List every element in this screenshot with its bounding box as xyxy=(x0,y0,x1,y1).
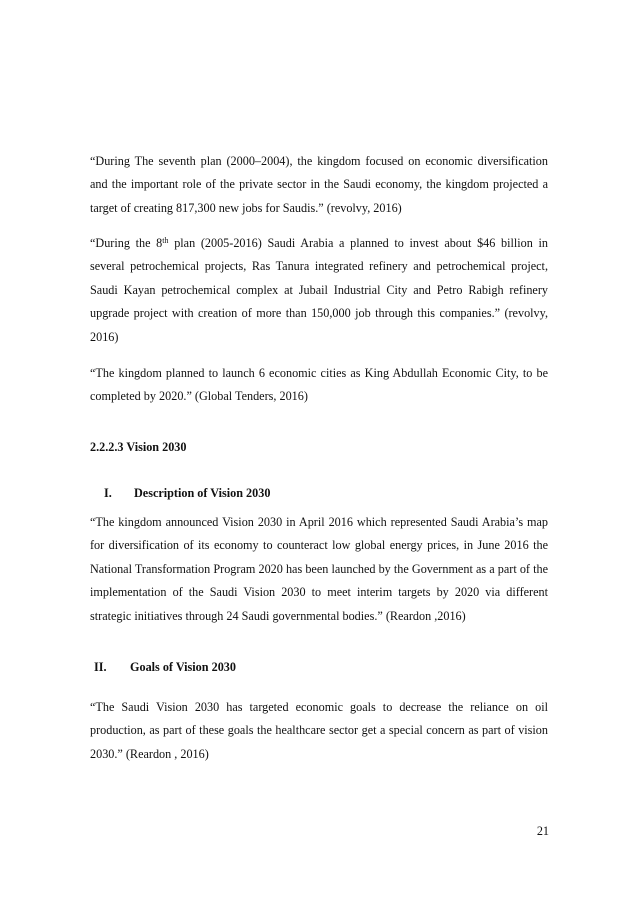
paragraph-eighth-plan-start: “During the 8 xyxy=(90,236,163,250)
paragraph-economic-cities: “The kingdom planned to launch 6 economic cities as King Abdullah Economic City, to be completed by 2020.” (Global Tenders, 2016) xyxy=(90,366,548,404)
page-number: 21 xyxy=(536,824,549,838)
ordinal-superscript: th xyxy=(162,236,169,245)
paragraph-eighth-plan xyxy=(90,232,548,349)
subheading-goals xyxy=(94,660,236,675)
subheading-description-number: I. xyxy=(104,486,112,500)
paragraph-vision-announcement: “The kingdom announced Vision 2030 in April 2016 which represented Saudi Arabia’s map for diversification of its economy to counteract low global energy prices, in June 2016 the National Transformation Program 2020 has been launched by the Government as a part of the implementation of the Saudi Vision 2030 to meet interim targets by 2020 via different strategic initiatives through 24 Saudi governmental bodies.” (Reardon ,2016) xyxy=(90,515,548,623)
subheading-description xyxy=(104,486,270,501)
subheading-goals-number: II. xyxy=(94,660,107,674)
section-heading: 2.2.2.3 Vision 2030 xyxy=(90,440,187,454)
subheading-description-text: Description of Vision 2030 xyxy=(134,486,271,500)
subheading-goals-text: Goals of Vision 2030 xyxy=(130,660,236,674)
paragraph-eighth-plan-rest: plan (2005-2016) Saudi Arabia a planned to invest about $46 billion in several petrochemical projects, Ras Tanura integrated refinery and petrochemical project, Saudi Kayan petrochemical complex at Jubail Industrial City and Petro Rabigh refinery upgrade project with creation of more than 150,000 job through this companies.” (revolvy, 2016) xyxy=(90,236,549,344)
paragraph-seventh-plan: “During The seventh plan (2000–2004), the kingdom focused on economic diversification and the important role of the private sector in the Saudi economy, the kingdom projected a target of creating 817,300 new jobs for Saudis.” (revolvy, 2016) xyxy=(90,154,548,215)
paragraph-vision-goals: “The Saudi Vision 2030 has targeted economic goals to decrease the reliance on oil production, as part of these goals the healthcare sector get a special concern as part of vision 2030.” (Reardon , 2016) xyxy=(90,700,548,761)
